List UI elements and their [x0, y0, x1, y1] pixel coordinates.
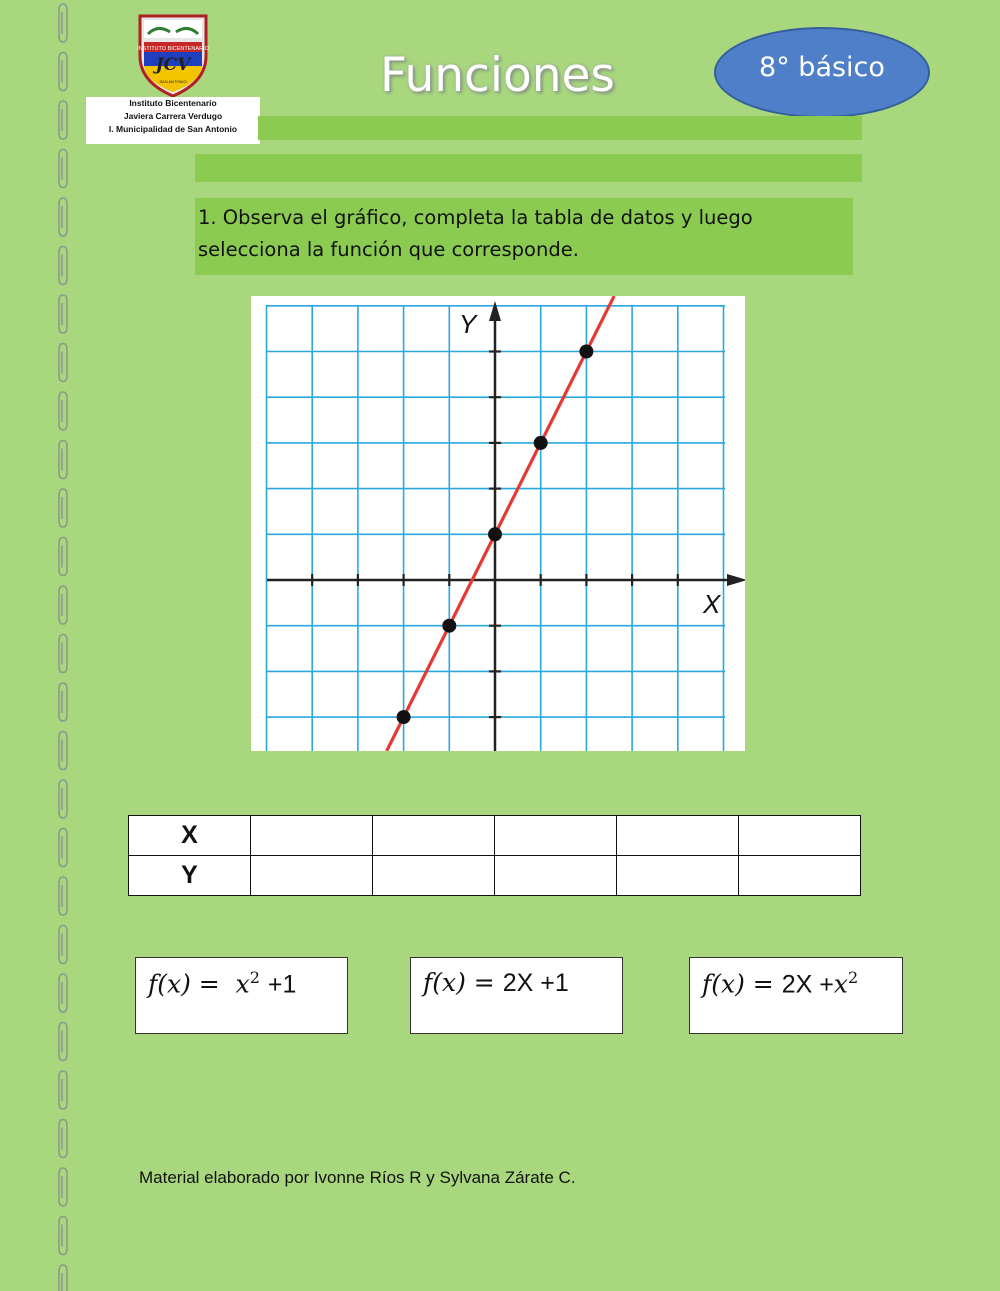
option-2-expression: 2X +1: [502, 969, 569, 997]
y-axis-label: Y: [459, 309, 477, 339]
table-row-x: [129, 816, 861, 856]
header-band-2: [195, 154, 862, 182]
spiral-ring: [59, 441, 67, 479]
spiral-ring: [59, 344, 67, 382]
option-1-lhs: f(x) =: [148, 969, 220, 999]
data-point: [442, 619, 456, 633]
data-point: [488, 527, 502, 541]
x-cell-5[interactable]: [739, 816, 861, 856]
y-cell-5[interactable]: [739, 856, 861, 896]
x-axis-label: X: [703, 589, 721, 619]
x-cell-1[interactable]: [251, 816, 373, 856]
spiral-ring: [59, 635, 67, 673]
x-cell-4[interactable]: [617, 816, 739, 856]
y-axis-arrow: [489, 301, 501, 321]
instruction-box: [195, 198, 853, 275]
crest-monogram: JCV: [155, 55, 191, 75]
school-crest-logo: [134, 12, 212, 98]
function-option-1[interactable]: [135, 957, 348, 1034]
spiral-ring: [59, 1071, 67, 1109]
option-2-lhs: f(x) =: [423, 968, 495, 997]
spiral-ring: [59, 247, 67, 285]
data-point: [397, 710, 411, 724]
spiral-ring: [59, 829, 67, 867]
spiral-ring: [59, 4, 67, 42]
spiral-ring: [59, 1120, 67, 1158]
row-label-x: X: [129, 816, 251, 856]
spiral-ring: [59, 1023, 67, 1061]
y-cell-1[interactable]: [251, 856, 373, 896]
axes: [267, 301, 745, 751]
function-line: [387, 296, 615, 751]
institution-line-3: I. Municipalidad de San Antonio: [108, 124, 238, 134]
option-3-expression: 2X +: [781, 970, 834, 999]
option-3-base: x: [833, 969, 848, 999]
spiral-ring: [59, 198, 67, 236]
spiral-ring: [59, 586, 67, 624]
row-label-y: Y: [129, 856, 251, 896]
spiral-ring: [59, 780, 67, 818]
spiral-ring: [59, 732, 67, 770]
data-table: [128, 815, 861, 896]
spiral-ring: [59, 683, 67, 721]
instruction-line-1: 1. Observa el gráfico, completa la tabla de datos y luego: [198, 206, 753, 229]
option-1-base: x: [235, 969, 250, 999]
footer-credits: Material elaborado por Ivonne Ríos R y Sylvana Zárate C.: [139, 1168, 576, 1187]
institution-line-1: Instituto Bicentenario: [129, 98, 217, 108]
spiral-ring: [59, 150, 67, 188]
spiral-ring: [59, 926, 67, 964]
institution-line-2: Javiera Carrera Verdugo: [123, 111, 223, 121]
spiral-ring: [59, 101, 67, 139]
option-3-lhs: f(x) =: [702, 969, 774, 999]
function-option-2[interactable]: [410, 957, 623, 1034]
institution-name-box: [86, 97, 260, 144]
y-cell-4[interactable]: [617, 856, 739, 896]
y-cell-2[interactable]: [373, 856, 495, 896]
data-point: [579, 345, 593, 359]
crest-ribbon-text: SAN ANTONIO: [159, 79, 187, 84]
option-1-exponent: 2: [249, 968, 260, 987]
table-row-y: [129, 856, 861, 896]
y-cell-3[interactable]: [495, 856, 617, 896]
spiral-ring: [59, 295, 67, 333]
x-axis-arrow: [727, 574, 745, 586]
spiral-ring: [59, 489, 67, 527]
spiral-ring: [59, 1217, 67, 1255]
x-cell-3[interactable]: [495, 816, 617, 856]
option-1-term: +1: [267, 970, 297, 999]
data-point: [534, 436, 548, 450]
function-graph: [251, 296, 745, 751]
header-band-1: [258, 116, 862, 140]
function-option-3[interactable]: [689, 957, 903, 1034]
spiral-ring: [59, 392, 67, 430]
spiral-ring: [59, 974, 67, 1012]
spiral-ring: [59, 53, 67, 91]
spiral-ring: [59, 1168, 67, 1206]
grade-label: 8° básico: [759, 52, 885, 83]
page-title: Funciones: [380, 48, 615, 103]
option-3-exponent: 2: [847, 968, 859, 987]
spiral-binding: [53, 0, 73, 1291]
spiral-ring: [59, 538, 67, 576]
spiral-ring: [59, 877, 67, 915]
crest-banner-text: INSTITUTO BICENTENARIO: [137, 46, 209, 52]
x-cell-2[interactable]: [373, 816, 495, 856]
instruction-line-2: selecciona la función que corresponde.: [198, 238, 579, 261]
grade-badge: [714, 27, 930, 118]
spiral-ring: [59, 1265, 67, 1291]
